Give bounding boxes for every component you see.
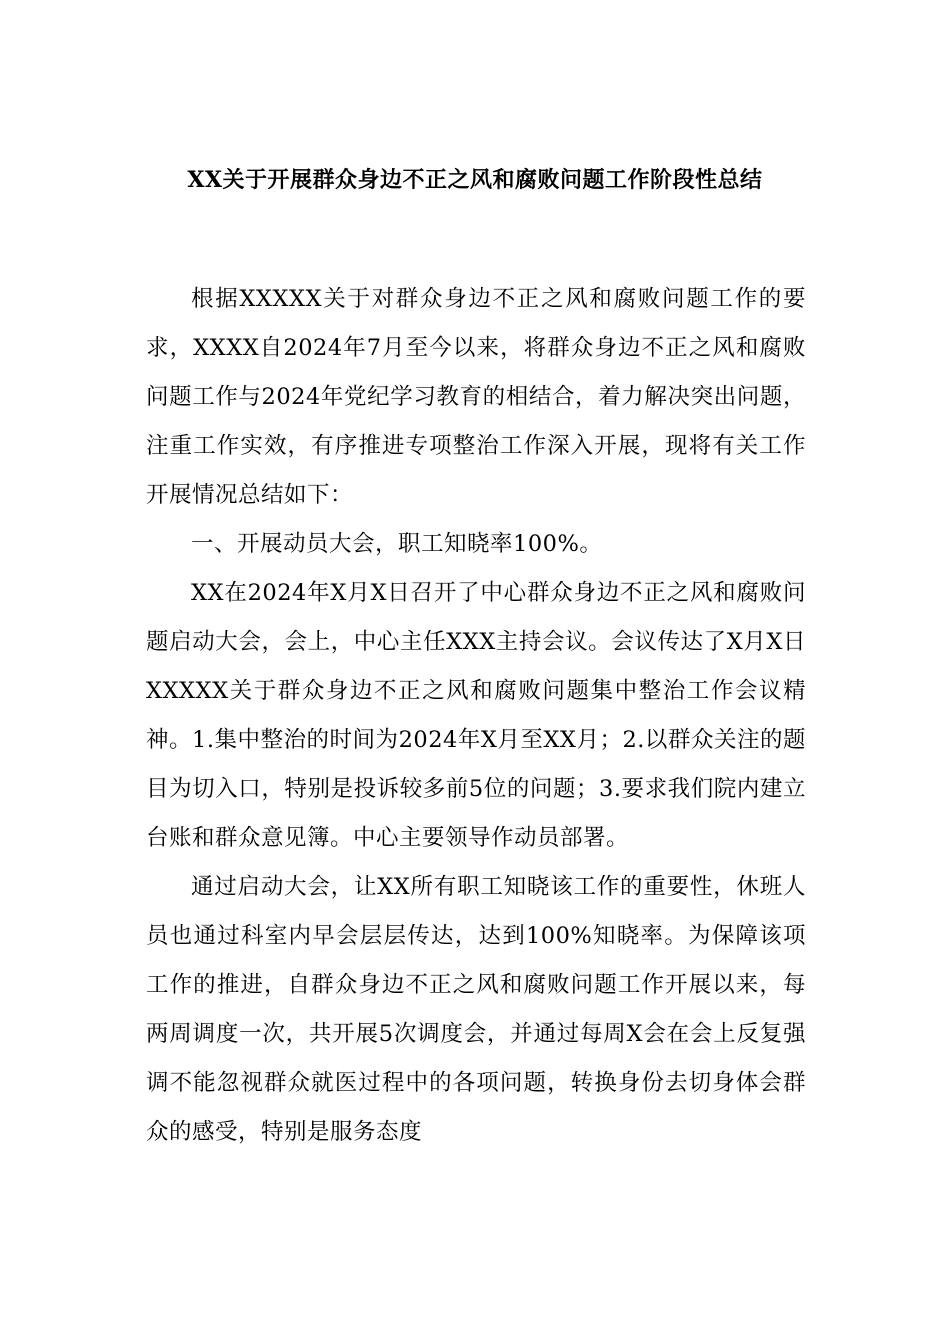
document-title: XX关于开展群众身边不正之风和腐败问题工作阶段性总结 [187, 167, 763, 193]
paragraph-intro: 根据XXXXX关于对群众身边不正之风和腐败问题工作的要求，XXXX自2024年7月至今以来，将群众身边不正之风和腐败问题工作与2024年党纪学习教育的相结合，着力解决突出问题，注重工作实效，有序推进专项整治工作深入开展，现将有关工作开展情况总结如下： [146, 286, 806, 508]
paragraph-outcome: 通过启动大会，让XX所有职工知晓该工作的重要性，休班人员也通过科室内早会层层传达，达到100%知晓率。为保障该项工作的推进，自群众身边不正之风和腐败问题工作开展以来，每两周调度一次，共开展5次调度会，并通过每周X会在会上反复强调不能忽视群众就医过程中的各项问题，转换身份去切身体会群众的感受，特别是服务态度 [146, 874, 806, 1145]
document-body [146, 275, 806, 1157]
paragraph-meeting: XX在2024年X月X日召开了中心群众身边不正之风和腐败问题启动大会，会上，中心主任XXX主持会议。会议传达了X月X日XXXXX关于群众身边不正之风和腐败问题集中整治工作会议精神。1.集中整治的时间为2024年X月至XX月；2.以群众关注的题目为切入口，特别是投诉较多前5位的问题；3.要求我们院内建立台账和群众意见簿。中心主要领导作动员部署。 [146, 580, 806, 851]
paragraph-section-heading: 一、开展动员大会，职工知晓率100%。 [191, 531, 603, 557]
